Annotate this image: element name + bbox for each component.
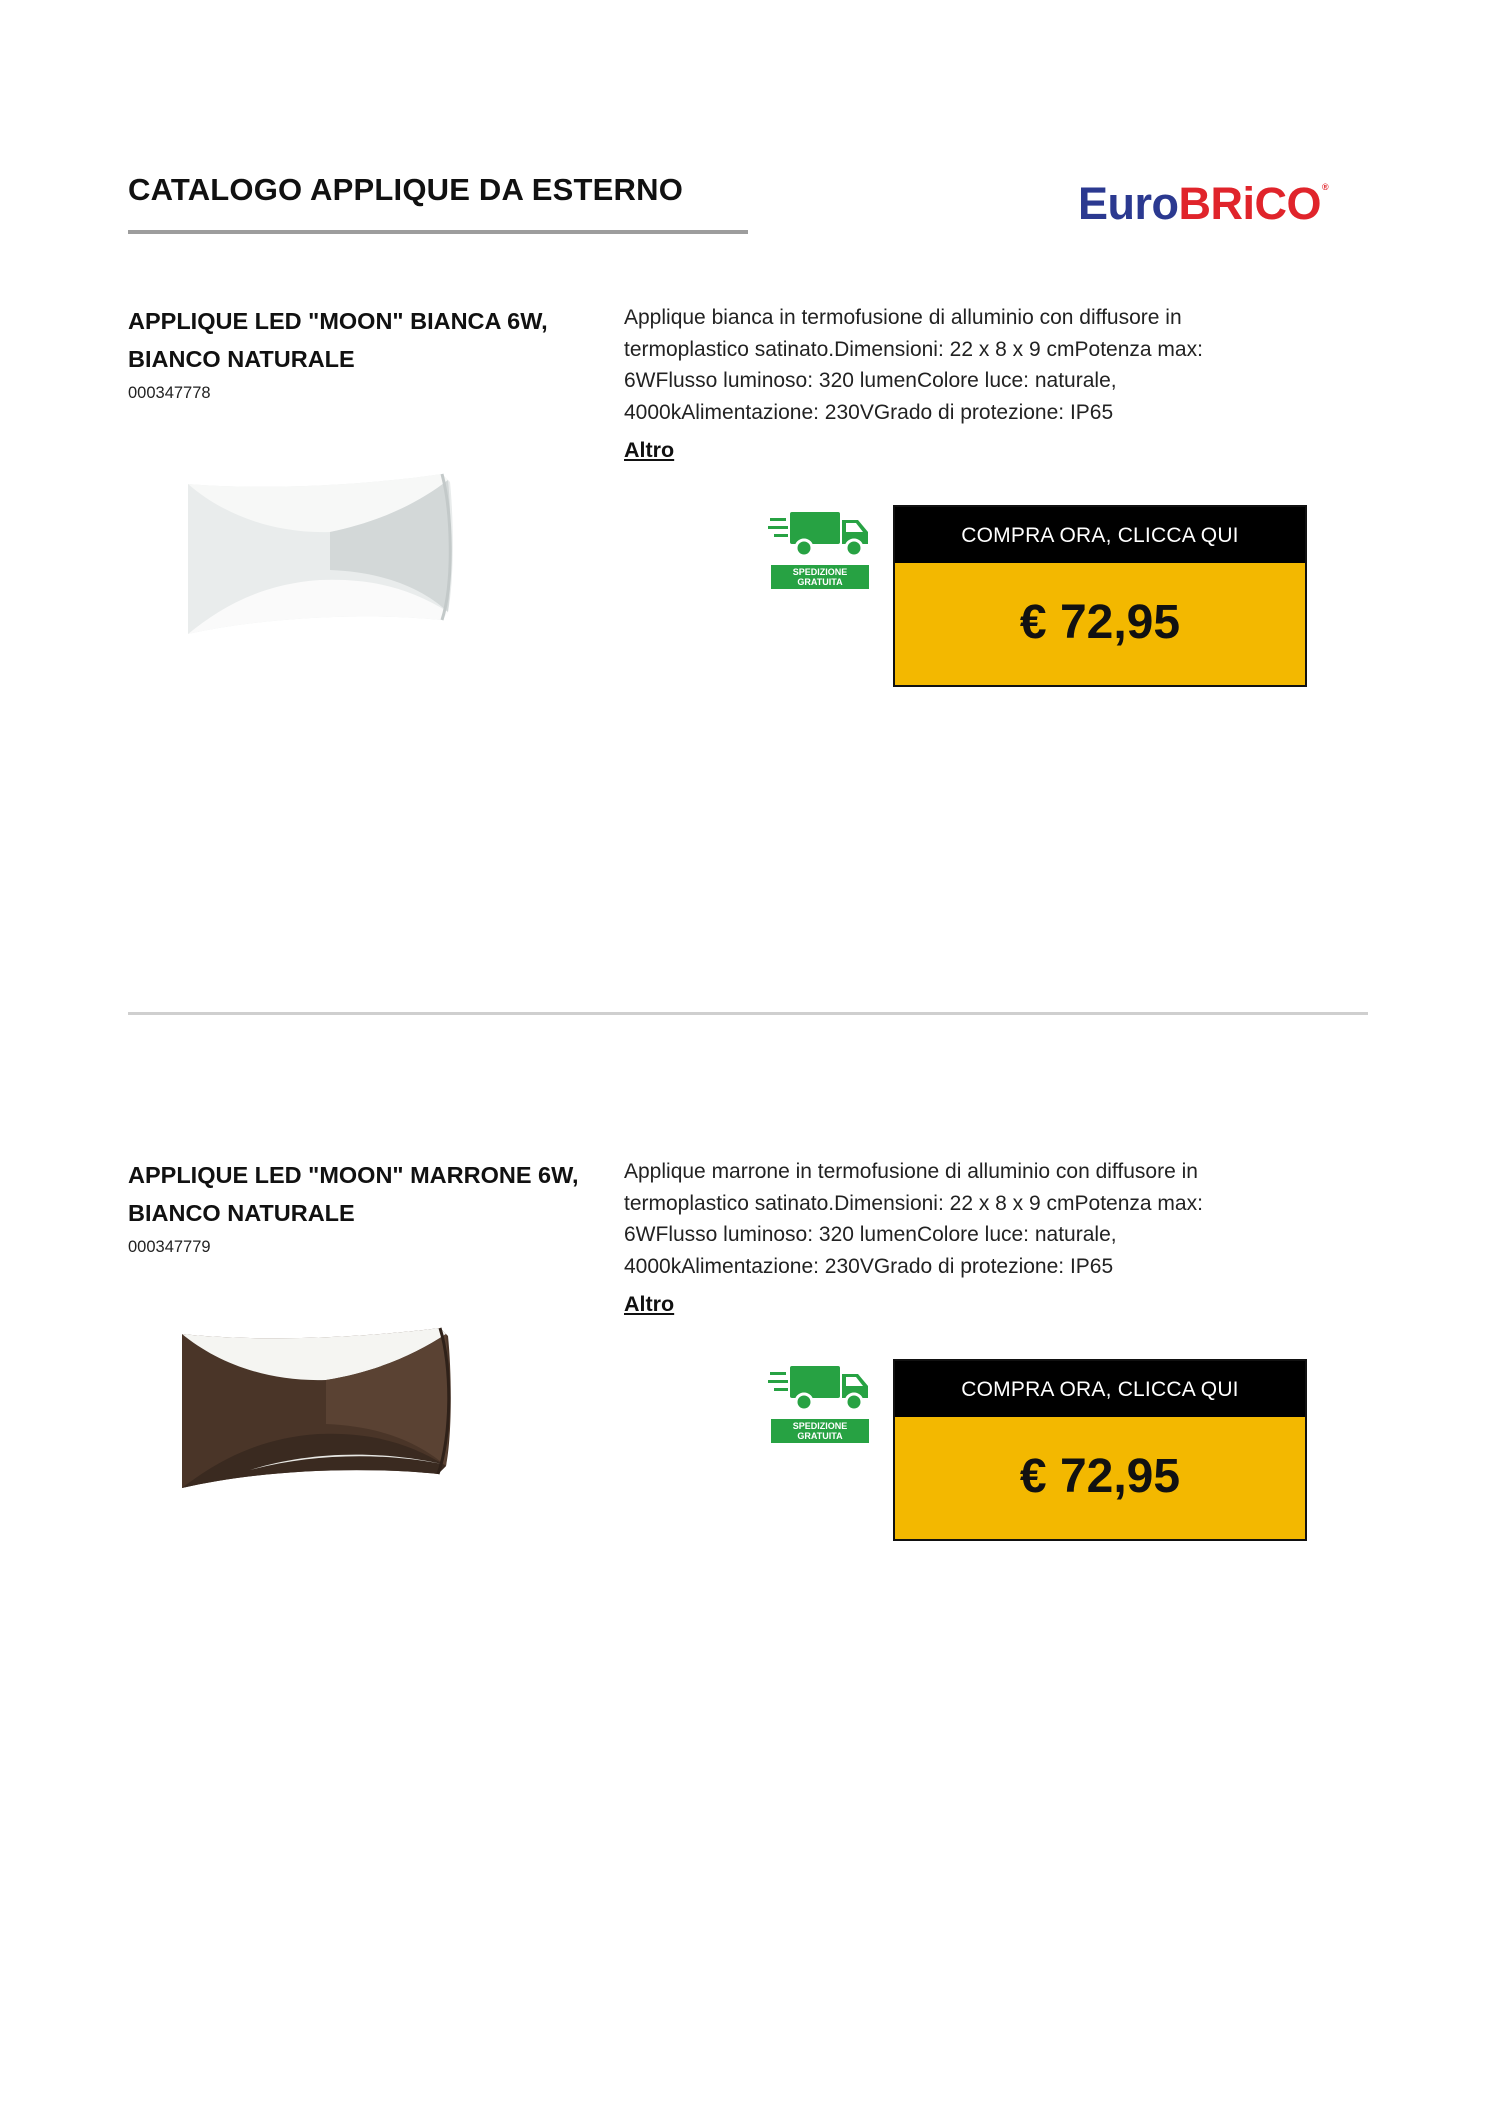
product-card [0, 1156, 1488, 1696]
logo-registered-mark: ® [1322, 182, 1329, 192]
free-shipping-badge [768, 508, 872, 587]
product-price: € 72,95 [1019, 1450, 1181, 1503]
shipping-badge-line1: SPEDIZIONE [792, 567, 848, 577]
product-image-white-lamp [180, 462, 460, 648]
product-card [0, 302, 1488, 842]
buy-now-label: COMPRA ORA, CLICCA QUI [895, 507, 1305, 563]
shipping-badge-line2: GRATUITA [797, 577, 843, 587]
shipping-badge-line2: GRATUITA [797, 1431, 843, 1441]
logo-euro: Euro [1078, 178, 1179, 229]
eurobrico-logo [1078, 178, 1328, 230]
buy-now-button[interactable] [893, 1359, 1307, 1541]
delivery-truck-icon [768, 1362, 872, 1414]
shipping-badge-line1: SPEDIZIONE [792, 1421, 848, 1431]
product-description: Applique bianca in termofusione di alluminio con diffusore in termoplastico satinato.Dimensioni: 22 x 8 x 9 cmPotenza max: 6WFlusso luminoso: 320 lumenColore luce: naturale, 4000kAlimentazione: 230VGrado di protezione: IP65 [624, 306, 1203, 424]
product-title: APPLIQUE LED "MOON" BIANCA 6W, BIANCO NATURALE [128, 308, 548, 372]
delivery-truck-icon [768, 508, 872, 560]
more-link[interactable]: Altro [624, 1292, 675, 1316]
product-price: € 72,95 [1019, 596, 1181, 649]
product-sku: 000347779 [128, 1238, 211, 1256]
free-shipping-badge [768, 1362, 872, 1441]
page-title: CATALOGO APPLIQUE DA ESTERNO [128, 172, 684, 207]
more-link[interactable]: Altro [624, 438, 675, 462]
logo-brico: BRiCO [1178, 178, 1322, 229]
buy-now-label: COMPRA ORA, CLICCA QUI [895, 1361, 1305, 1417]
product-image-brown-lamp [180, 1320, 460, 1506]
buy-now-button[interactable] [893, 505, 1307, 687]
section-divider [128, 1012, 1368, 1015]
product-description: Applique marrone in termofusione di alluminio con diffusore in termoplastico satinato.Dimensioni: 22 x 8 x 9 cmPotenza max: 6WFlusso luminoso: 320 lumenColore luce: naturale, 4000kAlimentazione: 230VGrado di protezione: IP65 [624, 1160, 1203, 1278]
product-sku: 000347778 [128, 384, 211, 402]
product-title: APPLIQUE LED "MOON" MARRONE 6W, BIANCO NATURALE [128, 1162, 579, 1226]
title-underline [128, 230, 748, 234]
